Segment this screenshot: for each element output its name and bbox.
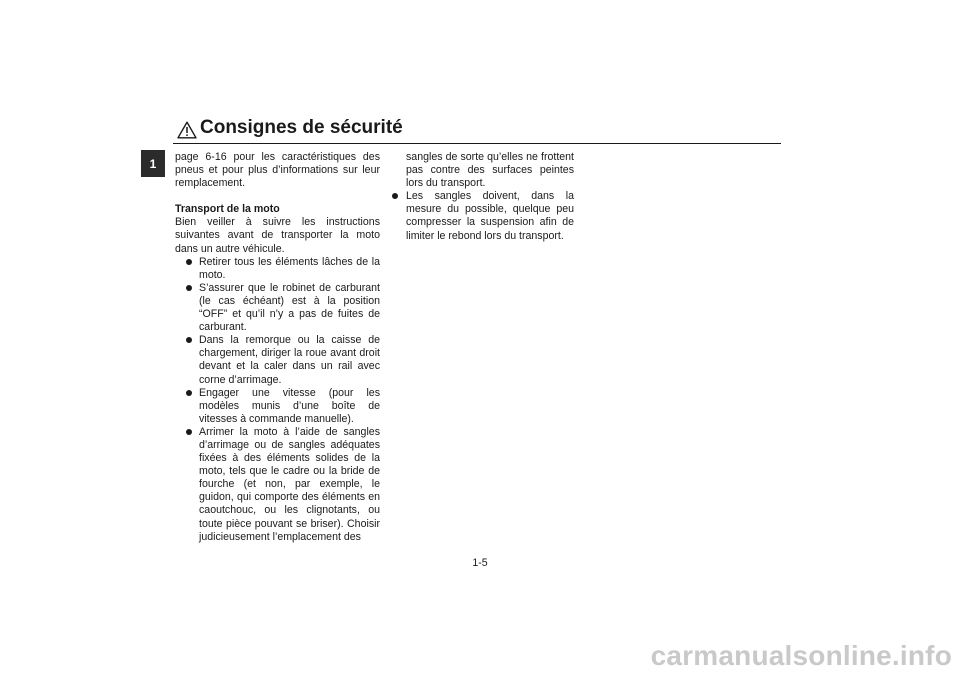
section-heading: Transport de la moto [175, 203, 280, 216]
instruction-list [175, 256, 380, 544]
page-title: Consignes de sécurité [200, 117, 403, 138]
list-item-text: Arrimer la moto à l’aide de sangles d’arrimage ou de sangles adéquates fixées à des éléments solides de la moto, tels que le cadre ou la bride de fourche (et non, par exemple, le guidon, qui comporte des éléments en caoutchouc, ou les clignotants, ou toute pièce pouvant se briser). Choisir judicieusement l’emplacement des [199, 425, 380, 543]
page-number: 1-5 [472, 557, 488, 569]
bullet-icon [186, 285, 192, 291]
list-item [175, 426, 380, 544]
section-paragraph: Bien veiller à suivre les instructions suivantes avant de transporter la moto dans un autre véhicule. [175, 216, 380, 255]
bullet-icon [186, 337, 192, 343]
bullet-icon [186, 259, 192, 265]
header-rule [173, 143, 781, 144]
list-item-text: Dans la remorque ou la caisse de chargement, diriger la roue avant droit devant et la caler dans un rail avec corne d’arrimage. [199, 334, 380, 386]
list-item-text: Engager une vitesse (pour les modèles munis d’une boîte de vitesses à commande manuelle). [199, 386, 380, 425]
spacer [175, 190, 380, 203]
continued-text: sangles de sorte qu’elles ne frottent pas contre des surfaces peintes lors du transport. [406, 151, 574, 190]
page-header [173, 116, 781, 146]
chapter-tab: 1 [141, 150, 165, 177]
bullet-icon [186, 390, 192, 396]
list-item [175, 334, 380, 386]
list-item-text: S’assurer que le robinet de carburant (le cas échéant) est à la position “OFF” et qu’il n’y a pas de fuites de carburant. [199, 281, 380, 334]
list-item [175, 387, 380, 426]
warning-triangle-icon [177, 121, 197, 139]
list-item [175, 256, 380, 282]
bullet-icon [186, 429, 192, 435]
list-item [406, 190, 574, 242]
list-item-text: Retirer tous les éléments lâches de la moto. [199, 255, 380, 281]
instruction-list-continued [406, 190, 574, 242]
list-item [175, 282, 380, 334]
right-column [406, 151, 574, 243]
intro-paragraph: page 6-16 pour les caractéristiques des pneus et pour plus d’informations sur leur remplacement. [175, 151, 380, 190]
bullet-icon [392, 193, 398, 199]
watermark: carmanualsonline.info [650, 640, 952, 671]
left-column [175, 151, 380, 544]
list-item-text: Les sangles doivent, dans la mesure du possible, quelque peu compresser la suspension afin de limiter le rebond lors du transport. [406, 190, 574, 242]
